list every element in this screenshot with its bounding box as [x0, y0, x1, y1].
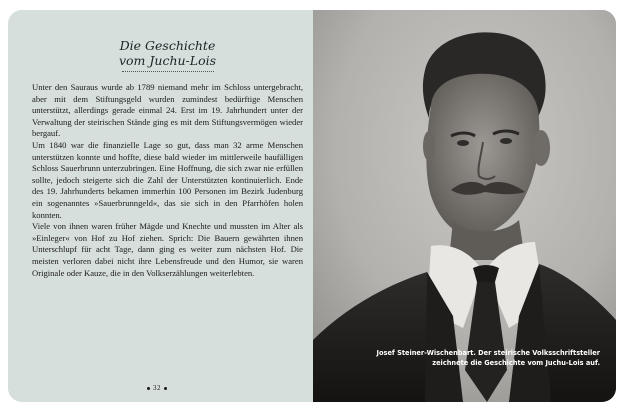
body-text	[32, 82, 303, 279]
portrait-photo	[313, 10, 616, 402]
right-page	[313, 10, 616, 402]
paragraph-2: Um 1840 war die finanzielle Lage so gut, dass man 32 arme Menschen unterstützen konnte und hoffte, diese bald wieder im mittlerweile baufälligen Schloss Sauerbrunn unterzubringen. Eine Hoffnung, die sich zwar nie erfüllen sollte, jedoch steigerte sich die Zahl der Unterstützten kontinuierlich. Ende des 19. Jahrhunderts bekamen immerhin 100 Personen im Bezirk Judenburg ein sogenanntes »Sauerbrunngeld«, das sie sich in den Pfarrhöfen holen konnten.	[32, 139, 303, 220]
page-number: 32	[144, 384, 170, 392]
caption-line-2: zeichnete die Geschichte vom Juchu-Lois auf.	[432, 358, 600, 367]
book-spread	[8, 10, 616, 402]
chapter-title-line-2: vom Juchu-Lois	[118, 53, 217, 68]
chapter-title	[32, 38, 303, 68]
chapter-title-line-1: Die Geschichte	[119, 38, 216, 53]
title-divider	[122, 71, 214, 72]
paragraph-3: Viele von ihnen waren früher Mägde und Knechte und mussten im Alter als »Einleger« von Hof zu Hof ziehen. Sprich: Die Bauern gewährten ihnen Unterschlupf für acht Tage, dann ging es weiter zum nächsten Hof. Die meisten verloren dabei nicht ihre Lebensfreude und den Humor, sie waren Originale oder Kauze, die in den Volkserzählungen weiterlebten.	[32, 221, 303, 278]
caption-line-1: Josef Steiner-Wischenbart. Der steirische Volksschriftsteller	[376, 349, 600, 357]
photo-caption	[370, 349, 600, 368]
left-page	[8, 10, 313, 402]
paragraph-1: Unter den Sauraus wurde ab 1789 niemand mehr im Schloss untergebracht, aber mit dem Stiftungsgeld wurden zumindest bedürftige Menschen unterstützt, allerdings gerade einmal 24. Erst im 19. Jahrhundert unter der Verwaltung der steirischen Stände ging es mit dem Stiftungsvermögen wieder bergauf.	[32, 82, 303, 139]
